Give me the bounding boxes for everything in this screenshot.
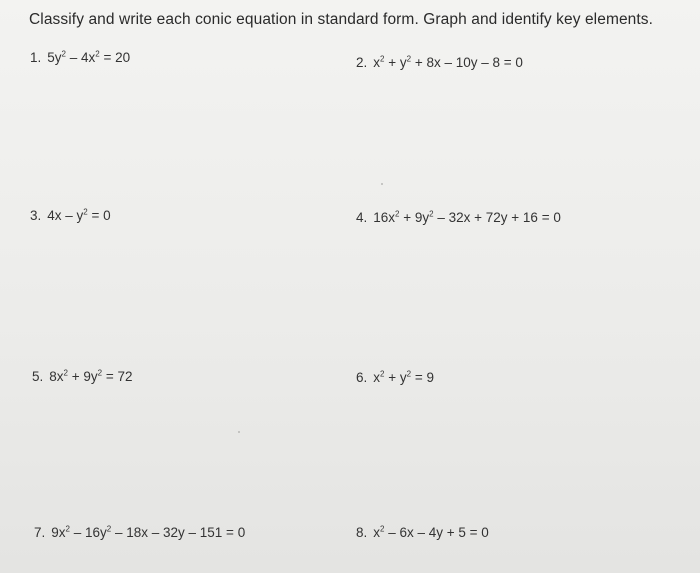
exponent: 2 [429,209,434,219]
exponent: 2 [406,369,412,379]
instructions-heading: Classify and write each conic equation in standard form. Graph and identify key elements. [29,11,654,28]
equation-term: + y [384,370,407,385]
equation-term: 5y [47,50,62,65]
paper-speck [381,183,383,185]
equation-term: 9x [51,525,66,540]
problem-6 [356,370,434,385]
equation-term: – 18x – 32y – 151 = 0 [111,525,246,540]
equation-term: = 9 [411,370,434,385]
exponent: 2 [380,524,385,534]
equation-term: 4x – y [47,208,84,223]
exponent: 2 [95,49,100,59]
problem-6-number: 6. [356,370,368,385]
problem-5-number: 5. [32,369,44,384]
equation-term: x [373,370,381,385]
problem-7-number: 7. [34,525,46,540]
exponent: 2 [97,368,103,378]
exponent: 2 [406,54,412,64]
problem-2 [356,55,523,70]
equation-term: + 8x – 10y – 8 = 0 [411,55,523,70]
equation-term: – 6x – 4y + 5 = 0 [384,525,489,540]
problem-3-number: 3. [30,208,42,223]
exponent: 2 [106,524,112,534]
equation-term: + 9y [67,369,98,384]
equation-term: = 0 [87,208,111,223]
equation-term: 16x [373,210,396,225]
equation-term: – 32x + 72y + 16 = 0 [433,210,561,225]
equation-term: x [373,55,381,70]
problem-1 [30,50,130,65]
problem-5-equation [49,369,132,384]
exponent: 2 [395,209,400,219]
problem-6-equation [373,370,434,385]
problem-7 [34,525,245,540]
equation-term: + y [384,55,407,70]
problem-3 [30,208,111,223]
problem-1-equation [47,50,130,65]
problem-4-number: 4. [356,210,368,225]
problem-5 [32,369,133,384]
exponent: 2 [65,524,70,534]
equation-term: – 4x [65,50,96,65]
exponent: 2 [63,368,68,378]
problem-2-number: 2. [356,55,368,70]
exponent: 2 [83,207,88,217]
exponent: 2 [61,49,66,59]
problem-3-equation [47,208,110,223]
problem-7-equation [51,525,245,540]
problem-4 [356,210,561,225]
paper-speck [238,431,240,433]
problem-8-equation [373,525,489,540]
problem-2-equation [373,55,523,70]
equation-term: 8x [49,369,64,384]
problem-8-number: 8. [356,525,368,540]
equation-term: = 20 [99,50,131,65]
exponent: 2 [380,54,385,64]
problem-8 [356,525,489,540]
equation-term: – 16y [69,525,107,540]
equation-term: + 9y [399,210,430,225]
exponent: 2 [380,369,385,379]
equation-term: = 72 [102,369,133,384]
problem-4-equation [373,210,561,225]
equation-term: x [373,525,381,540]
problem-1-number: 1. [30,50,42,65]
